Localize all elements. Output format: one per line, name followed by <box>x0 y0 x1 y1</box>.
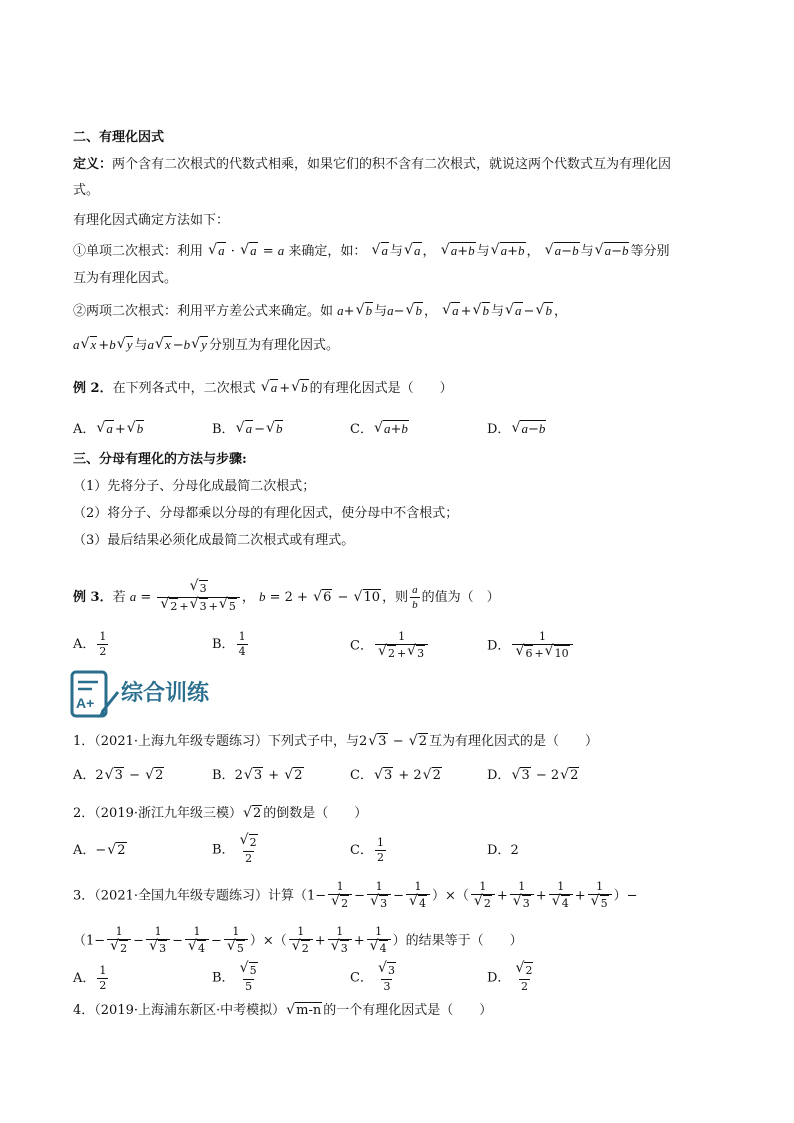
math-expr: √ a <box>404 242 422 261</box>
option-label: D． <box>487 422 511 437</box>
q2-option-b[interactable]: B． √ $\frac{2}{2}$ <box>212 834 263 866</box>
q1-option-b[interactable]: B．2√ 3 + √ 2 <box>212 767 305 785</box>
fraction: √ 3 √ 2 +√ 3 +√ 5 <box>157 580 239 615</box>
with-word: 与 <box>580 244 594 259</box>
example-3-text-b: ，则 <box>382 590 409 605</box>
option-label: A． <box>73 971 96 986</box>
q2-option-a[interactable]: A．−√ 2 <box>73 842 128 860</box>
with-word: 与 <box>390 244 404 259</box>
question-2-text-a: 2．（2019·浙江九年级三模） <box>73 806 242 821</box>
math-expr: √ a+b <box>441 242 476 261</box>
definition-label: 定义： <box>73 157 113 172</box>
q3-option-a[interactable]: A． $\frac{1}{2}$ <box>73 964 107 992</box>
step-1: （1）先将分子、分母化成最简二次根式； <box>73 479 316 494</box>
ex2-option-d[interactable]: D．√ a−b <box>487 420 547 439</box>
option-label: B． <box>212 842 235 858</box>
example-2-text-a: 在下列各式中，二次根式 <box>112 381 256 396</box>
option-label: B． <box>212 422 235 437</box>
method-2-text-end: 分别互为有理化因式。 <box>208 338 339 353</box>
q1-option-a[interactable]: A．2√ 3 − √ 2 <box>73 767 165 785</box>
option-label: D． <box>487 768 511 783</box>
question-4: 4．（2019·上海浦东新区·中考模拟）√ m-n 的一个有理化因式是（ ） <box>73 1002 492 1020</box>
option-label: C． <box>350 843 373 858</box>
option-label: D． <box>487 970 511 986</box>
section-heading-3: 三、分母有理化的方法与步骤: <box>73 452 247 467</box>
option-value: 2 <box>510 843 519 858</box>
method-2-text-a: ②两项二次根式：利用平方差公式来确定。如 <box>73 304 334 319</box>
training-title: 综合训练 <box>121 681 210 706</box>
definition-line2: 式。 <box>73 183 100 198</box>
option-label: A． <box>73 422 96 437</box>
option-label: B． <box>212 970 235 986</box>
option-label: C． <box>350 970 373 986</box>
ex3-option-a[interactable]: A． $\frac{1}{2}$ <box>73 630 107 658</box>
question-1-text-a: 1．（2021·上海九年级专题练习）下列式子中，与 <box>73 734 359 749</box>
example-3: 例 3．若 a = √ 3 √ 2 +√ 3 +√ 5 ， b = 2 + √ 6 − √ 10 ，则 $\frac{a}{b}$ 的值为（ ） <box>73 580 500 615</box>
question-1-text-b: 互为有理化因式的是（ ） <box>429 734 599 749</box>
step-3: （3）最后结果必须化成最简二次根式或有理式。 <box>73 533 355 548</box>
example-2-label: 例 2． <box>73 381 113 396</box>
example-3-text-a: 若 <box>112 590 126 605</box>
ex3-option-b[interactable]: B． $\frac{1}{4}$ <box>212 630 246 658</box>
example-2-text-b: 的有理化因式是（ ） <box>309 381 453 396</box>
option-label: A． <box>73 768 96 783</box>
method-1-text-a: ①单项二次根式：利用 <box>73 244 204 259</box>
with-word: 与 <box>476 244 490 259</box>
definition-text: 两个含有二次根式的代数式相乘，如果它们的积不含有二次根式，就说这两个代数式互为有理化因 <box>112 157 672 172</box>
method-intro: 有理化因式确定方法如下： <box>73 213 230 228</box>
question-4-text-b: 的一个有理化因式是（ ） <box>323 1003 493 1018</box>
option-label: A． <box>73 637 96 652</box>
option-label: C． <box>350 768 373 783</box>
with-word: 与 <box>491 304 505 319</box>
ex2-option-b[interactable]: B．√ a −√ b <box>212 420 284 439</box>
q1-option-c[interactable]: C．√ 3 + 2√ 2 <box>350 767 443 785</box>
q3-option-b[interactable]: B． √ $\frac{5}{5}$ <box>212 962 263 994</box>
math-expr: √ a <box>208 242 226 261</box>
option-label: A． <box>73 843 96 858</box>
option-label: D． <box>487 638 511 654</box>
question-4-text-a: 4．（2019·上海浦东新区·中考模拟） <box>73 1003 286 1018</box>
math-expr: √ a <box>372 242 390 261</box>
question-2: 2．（2019·浙江九年级三模）√ 2 的倒数是（ ） <box>73 805 367 823</box>
example-3-text-c: 的值为（ ） <box>421 590 500 605</box>
with-word: 与 <box>134 338 148 353</box>
question-2-text-b: 的倒数是（ ） <box>263 806 368 821</box>
ex3-option-d[interactable]: D． 1 √ 6 +√ 10 <box>487 630 575 662</box>
math-expr: √ a+b <box>491 242 526 261</box>
q3-option-d[interactable]: D． √ $\frac{2}{2}$ <box>487 962 538 994</box>
ex2-option-a[interactable]: A．√ a +√ b <box>73 420 145 439</box>
method-1-end: 互为有理化因式。 <box>73 271 178 286</box>
math-expr: √ a−b <box>595 242 630 261</box>
fraction: $\frac{a}{b}$ <box>412 584 418 611</box>
training-icon <box>66 664 122 724</box>
option-label: B． <box>212 768 235 783</box>
q2-option-d[interactable] <box>487 842 519 860</box>
option-label: C． <box>350 638 373 654</box>
ex2-option-c[interactable]: C．√ a+b <box>350 420 410 439</box>
ex3-option-c[interactable]: C． 1 √ 2 +√ 3 <box>350 630 430 662</box>
training-banner <box>66 664 266 724</box>
method-1: ①单项二次根式：利用 √ a · √ a = a 来确定，如： √ a 与√ a ， √ a+b 与√ a+b ， √ a−b 与√ a−b 等分别 <box>73 242 670 261</box>
section-heading-2: 二、有理化因式 <box>73 130 165 145</box>
math-expr: √ a <box>240 242 258 261</box>
question-3: 3．（2021·全国九年级专题练习）计算（1− 1 √ 2 − 1 √ 3 − 1 √ 4 ）×（ 1 √ 2 + 1 √ 3 + 1 √ 4 + 1 √ 5 ）− <box>73 880 638 912</box>
question-3-text-b: 的结果等于（ ） <box>405 933 523 949</box>
method-1-text-c: 等分别 <box>630 244 670 259</box>
method-2-end: a√ x +b√ y 与a√ x −b√ y 分别互为有理化因式。 <box>73 336 339 355</box>
with-word: 与 <box>374 304 388 319</box>
option-label: C． <box>350 422 373 437</box>
example-2: 例 2．在下列各式中，二次根式 √ a +√ b 的有理化因式是（ ） <box>73 379 453 398</box>
definition-line1 <box>73 156 671 174</box>
svg-text:A+: A+ <box>76 695 95 711</box>
math-expr: √ a−b <box>545 242 580 261</box>
q2-option-c[interactable]: C． $\frac{1}{2}$ <box>350 836 384 864</box>
question-3-line2: （1− 1 √ 2 − 1 √ 3 − 1 √ 4 − 1 √ 5 ）×（ 1 √ 2 + 1 √ 3 + 1 √ 4 ）的结果等于（ ） <box>73 925 523 957</box>
method-1-text-b: 来确定，如： <box>288 244 367 259</box>
example-3-label: 例 3． <box>73 590 113 605</box>
question-3-text-a: 3．（2021·全国九年级专题练习）计算 <box>73 888 294 904</box>
option-label: D． <box>487 843 511 858</box>
step-2: （2）将分子、分母都乘以分母的有理化因式，使分母中不含根式； <box>73 506 459 521</box>
q3-option-c[interactable]: C． √ $\frac{3}{3}$ <box>350 962 401 994</box>
method-2: ②两项二次根式：利用平方差公式来确定。如 a+√ b 与a−√ b ， √ a +√ b 与√ a −√ b ， <box>73 302 567 321</box>
option-label: B． <box>212 637 235 652</box>
question-1: 1．（2021·上海九年级专题练习）下列式子中，与2√ 3 − √ 2 互为有理化因式的是（ ） <box>73 733 598 751</box>
q1-option-d[interactable]: D．√ 3 − 2√ 2 <box>487 767 580 785</box>
